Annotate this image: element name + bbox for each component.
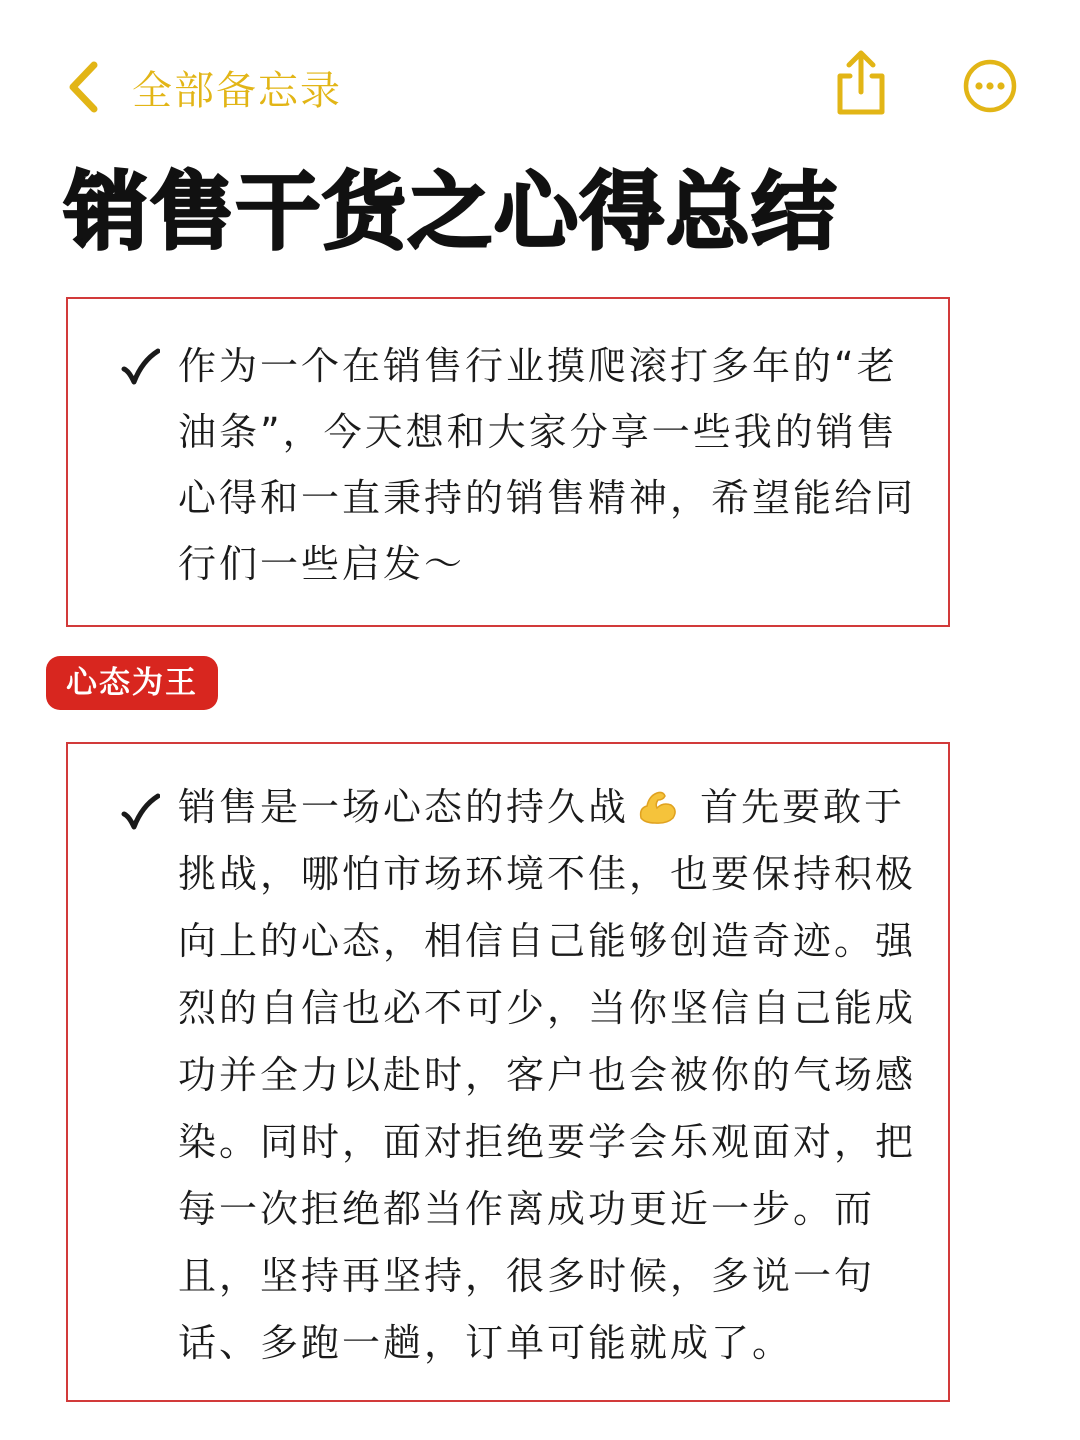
back-button[interactable] [68,52,342,122]
back-label: 全部备忘录 [132,67,342,114]
more-button[interactable] [962,58,1018,114]
share-icon [830,48,892,118]
intro-box [66,297,950,627]
navigation-bar [0,0,1080,140]
flexed-biceps-icon [635,788,679,826]
more-icon [962,58,1018,114]
mindset-text [178,774,938,1377]
mindset-text-rest: 首先要敢于挑战，哪怕市场环境不佳，也要保持积极向上的心态，相信自己能够创造奇迹。强烈的自信也必不可少，当你坚信自己能成功并全力以赴时，客户也会被你的气场感染。同时，面对拒绝要学会乐观面对，把每一次拒绝都当作离成功更近一步。而且，坚持再坚持，很多时候，多说一句话、多跑一趟，订单可能就成了。 [178,785,917,1365]
checkmark-icon [120,347,160,387]
mindset-box [66,742,950,1402]
chevron-left-icon [68,61,98,113]
share-button[interactable] [830,48,892,118]
page-title: 销售干货之心得总结 [64,163,839,261]
checkmark-icon [120,792,160,832]
section-tag: 心态为王 [46,656,218,710]
intro-text: 作为一个在销售行业摸爬滚打多年的“老油条”，今天想和大家分享一些我的销售心得和一直秉持的销售精神，希望能给同行们一些启发～ [178,344,917,586]
mindset-text-start: 销售是一场心态的持久战 [178,785,630,829]
